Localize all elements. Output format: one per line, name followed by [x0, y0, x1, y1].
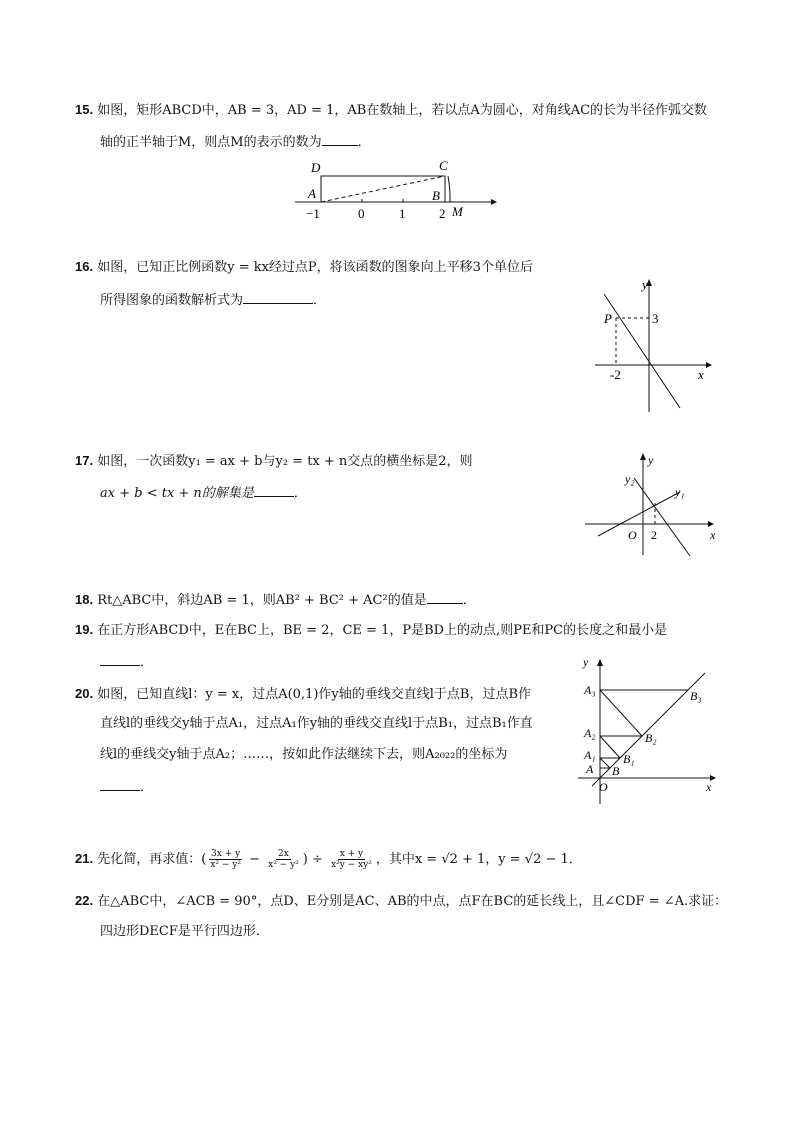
segment — [600, 736, 620, 758]
q19-line — [75, 621, 667, 640]
q16-line2 — [100, 291, 326, 310]
label-c: C — [439, 158, 448, 173]
question-text: 直线l的垂线交y轴于点A₁，过点A₁作y轴的垂线交直线l于点B₁，过点B₁作直 — [100, 716, 533, 731]
tick-label: 1 — [399, 206, 406, 221]
period: ． — [140, 655, 154, 670]
q17-line1 — [75, 452, 473, 471]
question-number: 19. — [75, 622, 94, 637]
fraction — [266, 849, 301, 870]
label-y2: y₂ — [625, 472, 635, 486]
answer-blank[interactable] — [254, 484, 294, 497]
q17-figure — [580, 450, 725, 560]
q18-line — [75, 591, 476, 610]
label-b1: B₁ — [623, 752, 635, 766]
label-3: 3 — [652, 311, 659, 326]
label-x: x — [706, 780, 712, 794]
question-text: 如图，已知直线l：y = x，过点A(0,1)作y轴的垂线交直线l于点B，过点B作 — [97, 687, 532, 702]
question-number: 16. — [75, 259, 94, 274]
q21-line — [75, 848, 582, 871]
arrow-icon — [706, 362, 712, 368]
question-text: 线l的垂线交y轴于点A₂；……，按如此作法继续下去，则A₂₀₂₂的坐标为 — [100, 747, 508, 762]
q17-line2 — [100, 484, 307, 503]
q22-line2 — [100, 923, 269, 941]
q22-line1 — [75, 892, 727, 911]
paren: ) — [302, 852, 308, 867]
q20-line2 — [100, 715, 533, 733]
diagonal-ac — [321, 176, 445, 202]
label-b: B — [612, 764, 620, 778]
question-number: 17. — [75, 453, 94, 468]
label-a: A — [586, 762, 594, 776]
label-a1: A₁ — [584, 748, 596, 762]
question-text: 所得图象的函数解析式为 — [100, 293, 244, 308]
q20-line1 — [75, 685, 531, 704]
question-text: 如图，一次函数y₁ = ax + b与y₂ = tx + n交点的横坐标是2，则 — [97, 454, 473, 469]
numerator: 3x + y — [211, 849, 241, 859]
question-text: 轴的正半轴于M，则点M的表示的数为 — [100, 135, 322, 150]
q20-line3 — [100, 746, 507, 764]
tick-label: 0 — [358, 206, 365, 221]
q15-line2 — [100, 133, 371, 152]
label-2: 2 — [651, 528, 657, 542]
q15-figure — [295, 156, 505, 222]
question-text: 先化简，再求值： — [97, 852, 202, 867]
period: ． — [462, 593, 476, 608]
question-number: 18. — [75, 592, 94, 607]
operator: − — [244, 852, 265, 867]
denominator: x² − y² — [268, 860, 299, 870]
answer-blank[interactable] — [322, 133, 358, 146]
arrow-icon — [597, 659, 603, 666]
label-y1: y₁ — [675, 485, 685, 499]
question-number: 21. — [75, 851, 94, 866]
tick-label: 2 — [439, 206, 446, 221]
denominator: x²y − xy² — [331, 860, 372, 870]
label-b2: B₂ — [645, 731, 657, 745]
question-number: 22. — [75, 893, 94, 908]
fraction — [329, 849, 374, 870]
operator: ÷ — [307, 852, 328, 867]
q15-line1 — [75, 101, 707, 120]
label-b3: B₃ — [690, 689, 702, 703]
q20-figure — [578, 654, 728, 806]
label-a2: A₂ — [584, 726, 596, 740]
period: ． — [293, 486, 307, 501]
answer-blank[interactable] — [100, 653, 140, 666]
question-number: 20. — [75, 686, 94, 701]
q16-figure — [590, 276, 720, 416]
question-text: ax + b < tx + n的解集是 — [100, 486, 254, 501]
label-x: x — [710, 528, 716, 542]
tick-label: −1 — [306, 206, 320, 221]
answer-blank[interactable] — [243, 291, 313, 304]
label-a3: A₃ — [584, 683, 596, 697]
paren: ( — [201, 852, 207, 867]
label-b: B — [432, 188, 440, 203]
question-text: Rt△ABC中，斜边AB = 1，则AB² + BC² + AC²的值是 — [97, 593, 427, 608]
numerator: x + y — [339, 849, 364, 859]
question-text: 如图，已知正比例函数y = kx经过点P，将该函数的图象向上平移3个单位后 — [97, 260, 533, 275]
line-y1 — [598, 492, 680, 536]
q20-answer — [100, 778, 153, 797]
question-text: 如图，矩形ABCD中，AB = 3，AD = 1，AB在数轴上，若以点A为圆心，对角线AC的长为半径作弧交数 — [97, 103, 708, 118]
segment — [600, 690, 642, 736]
period: ． — [140, 780, 154, 795]
question-number: 15. — [75, 102, 94, 117]
label-d: D — [311, 160, 321, 175]
arrow-icon — [640, 453, 646, 460]
arrow-icon — [708, 521, 714, 527]
label-neg2: -2 — [610, 367, 621, 382]
label-y: y — [642, 277, 648, 292]
answer-blank[interactable] — [100, 778, 140, 791]
label-m: M — [452, 204, 463, 219]
label-o: O — [628, 528, 637, 542]
fraction — [208, 849, 243, 870]
graph-line — [604, 294, 680, 408]
period: ． — [357, 135, 371, 150]
q19-answer — [100, 653, 153, 672]
label-y: y — [648, 453, 654, 467]
segment — [600, 758, 610, 768]
label-o: O — [599, 780, 608, 794]
label-x: x — [698, 367, 704, 382]
answer-blank[interactable] — [427, 591, 463, 604]
label-y: y — [583, 655, 589, 669]
question-text: 在正方形ABCD中，E在BC上，BE = 2，CE = 1，P是BD上的动点,则PE和PC的长度之和最小是 — [97, 623, 668, 638]
question-text: 四边形DECF是平行四边形． — [100, 924, 269, 939]
question-text: ，其中x = √2 + 1，y = √2 − 1． — [375, 852, 582, 867]
period: ． — [313, 293, 327, 308]
arrow-icon — [491, 199, 497, 205]
arc — [448, 176, 450, 202]
question-text: 在△ABC中，∠ACB = 90°，点D、E分别是AC、AB的中点，点F在BC的延长线上，且∠CDF = ∠A.求证： — [97, 894, 728, 909]
label-p: P — [604, 311, 612, 326]
q16-line1 — [75, 258, 533, 277]
label-a: A — [308, 186, 316, 201]
numerator: 2x — [278, 849, 289, 859]
denominator: x² − y² — [210, 860, 241, 870]
